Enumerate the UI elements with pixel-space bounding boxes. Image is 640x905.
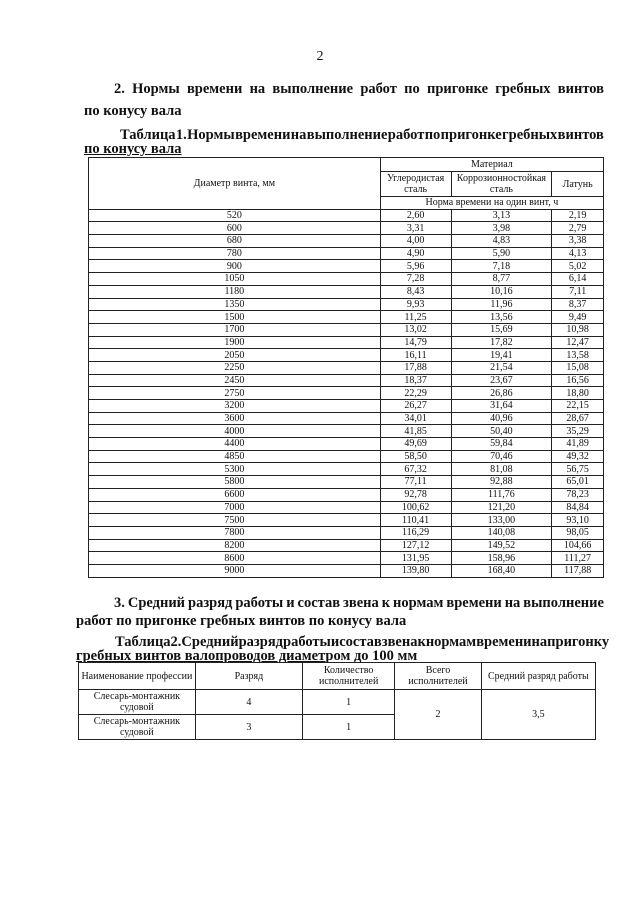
- heading-word: нормам: [425, 634, 477, 650]
- cell-diameter: 2250: [89, 361, 381, 374]
- table-row: [89, 323, 604, 336]
- cell-brass: 49,32: [552, 450, 604, 463]
- heading-word: разряд: [238, 634, 283, 650]
- cell-stainless-steel: 23,67: [451, 374, 552, 387]
- cell-stainless-steel: 111,76: [451, 488, 552, 501]
- cell-brass: 56,75: [552, 463, 604, 476]
- heading-word: работ: [360, 81, 397, 97]
- heading-word: 2.: [114, 81, 125, 97]
- cell-profession: Слесарь-монтажник судовой: [79, 690, 196, 715]
- cell-stainless-steel: 3,13: [451, 209, 552, 222]
- cell-diameter: 1500: [89, 311, 381, 324]
- heading-word: Средний: [181, 634, 239, 650]
- table-1-caption: [120, 125, 604, 145]
- cell-brass: 6,14: [552, 273, 604, 286]
- cell-carbon-steel: 14,79: [380, 336, 451, 349]
- cell-stainless-steel: 158,96: [451, 552, 552, 565]
- table-row: [89, 463, 604, 476]
- table-row: [89, 285, 604, 298]
- cell-brass: 10,98: [552, 323, 604, 336]
- heading-word: времени: [476, 634, 532, 650]
- cell-brass: 8,37: [552, 298, 604, 311]
- cell-carbon-steel: 22,29: [380, 387, 451, 400]
- cell-diameter: 2050: [89, 349, 381, 362]
- cell-carbon-steel: 2,60: [380, 209, 451, 222]
- cell-carbon-steel: 127,12: [380, 539, 451, 552]
- cell-carbon-steel: 4,00: [380, 235, 451, 248]
- cell-count: 1: [303, 690, 395, 715]
- cell-brass: 9,49: [552, 311, 604, 324]
- cell-carbon-steel: 77,11: [380, 476, 451, 489]
- cell-avg-grade: 3,5: [481, 690, 595, 740]
- heading-word: и: [330, 634, 340, 650]
- cell-brass: 15,08: [552, 361, 604, 374]
- cell-diameter: 3200: [89, 400, 381, 413]
- heading-word: звена: [381, 634, 418, 650]
- header-avg-grade: Средний разряд работы: [481, 663, 595, 690]
- heading-word: времени: [235, 127, 291, 143]
- cell-diameter: 3600: [89, 412, 381, 425]
- cell-carbon-steel: 3,31: [380, 222, 451, 235]
- heading-word: Таблица: [115, 634, 171, 650]
- cell-stainless-steel: 26,86: [451, 387, 552, 400]
- heading-word: гребных: [502, 127, 558, 143]
- header-brass: Латунь: [552, 172, 604, 197]
- cell-carbon-steel: 34,01: [380, 412, 451, 425]
- cell-stainless-steel: 140,08: [451, 526, 552, 539]
- cell-diameter: 4400: [89, 438, 381, 451]
- header-stainless-steel: Коррозионностойкая сталь: [451, 172, 552, 197]
- heading-word: Таблица: [120, 127, 176, 143]
- cell-brass: 98,05: [552, 526, 604, 539]
- cell-carbon-steel: 17,88: [380, 361, 451, 374]
- heading-word: винтов: [557, 81, 604, 97]
- cell-stainless-steel: 50,40: [451, 425, 552, 438]
- heading-word: 3.: [114, 595, 125, 611]
- cell-stainless-steel: 31,64: [451, 400, 552, 413]
- cell-brass: 12,47: [552, 336, 604, 349]
- cell-diameter: 2450: [89, 374, 381, 387]
- table-row: [89, 438, 604, 451]
- heading-word: Средний: [127, 595, 186, 611]
- cell-brass: 41,89: [552, 438, 604, 451]
- cell-diameter: 4850: [89, 450, 381, 463]
- cell-diameter: 600: [89, 222, 381, 235]
- cell-diameter: 2750: [89, 387, 381, 400]
- table-row: [89, 273, 604, 286]
- cell-carbon-steel: 49,69: [380, 438, 451, 451]
- heading-word: гребных: [495, 81, 551, 97]
- section-3-heading: [114, 593, 604, 613]
- heading-word: по: [404, 81, 420, 97]
- cell-brass: 16,56: [552, 374, 604, 387]
- table-1-caption-cont: по конусу вала: [84, 141, 182, 157]
- cell-stainless-steel: 133,00: [451, 514, 552, 527]
- cell-brass: 35,29: [552, 425, 604, 438]
- header-material: Материал: [380, 158, 603, 172]
- cell-carbon-steel: 5,96: [380, 260, 451, 273]
- cell-carbon-steel: 26,27: [380, 400, 451, 413]
- table-row: [89, 209, 604, 222]
- cell-carbon-steel: 7,28: [380, 273, 451, 286]
- heading-word: Нормы: [132, 81, 180, 97]
- cell-brass: 28,67: [552, 412, 604, 425]
- section-3-heading-cont: работ по пригонке гребных винтов по конусу вала: [76, 613, 407, 629]
- cell-brass: 104,66: [552, 539, 604, 552]
- cell-stainless-steel: 5,90: [451, 247, 552, 260]
- cell-diameter: 1900: [89, 336, 381, 349]
- table-row: [89, 374, 604, 387]
- cell-diameter: 1700: [89, 323, 381, 336]
- cell-carbon-steel: 139,80: [380, 564, 451, 577]
- cell-brass: 93,10: [552, 514, 604, 527]
- cell-carbon-steel: 67,32: [380, 463, 451, 476]
- table-row: [89, 501, 604, 514]
- cell-grade: 4: [195, 690, 302, 715]
- cell-brass: 22,15: [552, 400, 604, 413]
- cell-brass: 65,01: [552, 476, 604, 489]
- header-profession: Наименование профессии: [79, 663, 196, 690]
- table-1-time-norms: [88, 157, 604, 578]
- heading-word: пригонке: [426, 81, 489, 97]
- heading-word: на: [249, 81, 266, 97]
- cell-carbon-steel: 9,93: [380, 298, 451, 311]
- table-row: [89, 311, 604, 324]
- cell-diameter: 680: [89, 235, 381, 248]
- table-row: [89, 450, 604, 463]
- cell-stainless-steel: 10,16: [451, 285, 552, 298]
- heading-word: и: [286, 595, 295, 611]
- cell-carbon-steel: 131,95: [380, 552, 451, 565]
- table-row: [89, 488, 604, 501]
- cell-diameter: 7800: [89, 526, 381, 539]
- cell-diameter: 1350: [89, 298, 381, 311]
- cell-diameter: 1180: [89, 285, 381, 298]
- table-row: [79, 690, 596, 715]
- table-row: [89, 235, 604, 248]
- heading-word: работ: [387, 127, 425, 143]
- cell-brass: 7,11: [552, 285, 604, 298]
- cell-brass: 2,19: [552, 209, 604, 222]
- cell-stainless-steel: 121,20: [451, 501, 552, 514]
- heading-word: выполнение: [272, 81, 354, 97]
- table-row: [89, 336, 604, 349]
- heading-word: 1.: [175, 127, 187, 143]
- header-norm-per-propeller: Норма времени на один винт, ч: [380, 197, 603, 210]
- cell-diameter: 6600: [89, 488, 381, 501]
- cell-stainless-steel: 149,52: [451, 539, 552, 552]
- cell-stainless-steel: 15,69: [451, 323, 552, 336]
- heading-word: пригонку: [547, 634, 610, 650]
- cell-count: 1: [303, 715, 395, 740]
- cell-diameter: 900: [89, 260, 381, 273]
- table-row: [89, 222, 604, 235]
- heading-word: нормам: [393, 595, 444, 611]
- cell-total: 2: [395, 690, 481, 740]
- heading-word: выполнение: [523, 595, 604, 611]
- cell-brass: 111,27: [552, 552, 604, 565]
- cell-stainless-steel: 17,82: [451, 336, 552, 349]
- table-row: [89, 387, 604, 400]
- table-row: [89, 514, 604, 527]
- heading-word: звена: [343, 595, 379, 611]
- heading-word: состав: [339, 634, 382, 650]
- cell-diameter: 5300: [89, 463, 381, 476]
- cell-carbon-steel: 100,62: [380, 501, 451, 514]
- cell-stainless-steel: 13,56: [451, 311, 552, 324]
- cell-diameter: 1050: [89, 273, 381, 286]
- cell-brass: 84,84: [552, 501, 604, 514]
- heading-word: на: [531, 634, 548, 650]
- cell-grade: 3: [195, 715, 302, 740]
- header-count: Количество исполнителей: [303, 663, 395, 690]
- header-total: Всего исполнителей: [395, 663, 481, 690]
- heading-word: к: [381, 595, 391, 611]
- cell-stainless-steel: 11,96: [451, 298, 552, 311]
- heading-word: винтов: [557, 127, 604, 143]
- cell-stainless-steel: 21,54: [451, 361, 552, 374]
- cell-stainless-steel: 70,46: [451, 450, 552, 463]
- cell-carbon-steel: 116,29: [380, 526, 451, 539]
- cell-stainless-steel: 40,96: [451, 412, 552, 425]
- cell-carbon-steel: 18,37: [380, 374, 451, 387]
- section-2-heading-cont: по конусу вала: [84, 103, 182, 119]
- header-grade: Разряд: [195, 663, 302, 690]
- cell-carbon-steel: 58,50: [380, 450, 451, 463]
- table-row: [89, 526, 604, 539]
- table-row: [89, 412, 604, 425]
- heading-word: времени: [186, 81, 243, 97]
- heading-word: на: [504, 595, 521, 611]
- table-row: [89, 425, 604, 438]
- cell-stainless-steel: 4,83: [451, 235, 552, 248]
- cell-diameter: 4000: [89, 425, 381, 438]
- cell-diameter: 520: [89, 209, 381, 222]
- caption-rest: ром до 100 мм: [325, 648, 418, 664]
- cell-diameter: 7000: [89, 501, 381, 514]
- cell-brass: 2,79: [552, 222, 604, 235]
- table-row: [89, 552, 604, 565]
- cell-carbon-steel: 13,02: [380, 323, 451, 336]
- heading-word: состав: [297, 595, 341, 611]
- cell-profession: Слесарь-монтажник судовой: [79, 715, 196, 740]
- table-row: [89, 349, 604, 362]
- table-row: [89, 298, 604, 311]
- page-number: 2: [316, 49, 324, 64]
- cell-brass: 13,58: [552, 349, 604, 362]
- cell-stainless-steel: 59,84: [451, 438, 552, 451]
- cell-diameter: 8200: [89, 539, 381, 552]
- cell-carbon-steel: 92,78: [380, 488, 451, 501]
- cell-carbon-steel: 8,43: [380, 285, 451, 298]
- section-2-heading: [114, 79, 604, 99]
- table-row: [89, 400, 604, 413]
- heading-word: на: [290, 127, 307, 143]
- table-row: [89, 247, 604, 260]
- cell-diameter: 8600: [89, 552, 381, 565]
- header-diameter: Диаметр винта, мм: [89, 158, 381, 210]
- heading-word: к: [417, 634, 426, 650]
- heading-word: работы: [283, 634, 331, 650]
- table-row: [89, 260, 604, 273]
- heading-word: времени: [446, 595, 502, 611]
- heading-word: разряд: [188, 595, 233, 611]
- table-row: [89, 361, 604, 374]
- cell-diameter: 9000: [89, 564, 381, 577]
- cell-stainless-steel: 7,18: [451, 260, 552, 273]
- cell-carbon-steel: 16,11: [380, 349, 451, 362]
- heading-word: 2.: [170, 634, 182, 650]
- cell-brass: 5,02: [552, 260, 604, 273]
- cell-stainless-steel: 168,40: [451, 564, 552, 577]
- heading-word: пригонке: [440, 127, 502, 143]
- cell-stainless-steel: 92,88: [451, 476, 552, 489]
- cell-diameter: 7500: [89, 514, 381, 527]
- heading-word: работы: [235, 595, 284, 611]
- cell-carbon-steel: 110,41: [380, 514, 451, 527]
- cell-carbon-steel: 11,25: [380, 311, 451, 324]
- table-row: [89, 539, 604, 552]
- table-row: [89, 564, 604, 577]
- table-row: [89, 476, 604, 489]
- cell-brass: 4,13: [552, 247, 604, 260]
- cell-brass: 117,88: [552, 564, 604, 577]
- heading-word: выполнение: [306, 127, 388, 143]
- cell-brass: 78,23: [552, 488, 604, 501]
- cell-diameter: 780: [89, 247, 381, 260]
- cell-stainless-steel: 19,41: [451, 349, 552, 362]
- cell-brass: 18,80: [552, 387, 604, 400]
- caption-underlined-part: гребных винтов валопроводов диамет: [76, 648, 326, 664]
- cell-stainless-steel: 81,08: [451, 463, 552, 476]
- cell-carbon-steel: 41,85: [380, 425, 451, 438]
- header-carbon-steel: Углеродистая сталь: [380, 172, 451, 197]
- heading-word: по: [424, 127, 441, 143]
- cell-diameter: 5800: [89, 476, 381, 489]
- cell-stainless-steel: 8,77: [451, 273, 552, 286]
- heading-word: Нормы: [187, 127, 235, 143]
- table-2-crew-composition: [78, 662, 596, 740]
- cell-stainless-steel: 3,98: [451, 222, 552, 235]
- cell-carbon-steel: 4,90: [380, 247, 451, 260]
- cell-brass: 3,38: [552, 235, 604, 248]
